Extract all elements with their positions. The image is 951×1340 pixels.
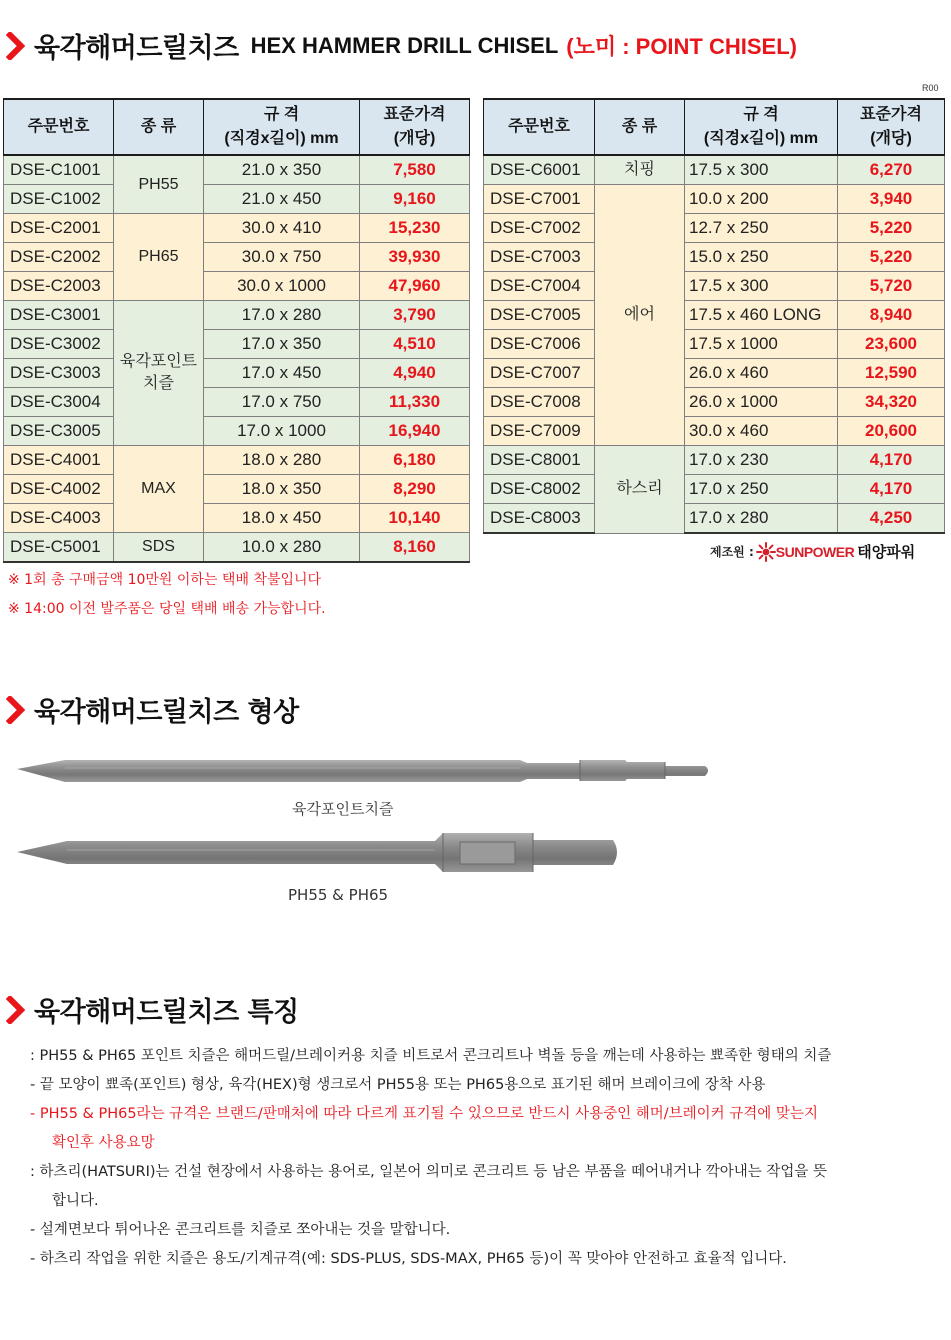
type-cell: SDS — [114, 533, 204, 563]
feature-line-4: 확인후 사용요망 — [52, 1135, 155, 1151]
spec-cell: 12.7 x 250 — [685, 214, 838, 243]
spec-cell: 26.0 x 1000 — [685, 388, 838, 417]
price-table-left — [3, 98, 470, 563]
spec-cell: 17.5 x 300 — [685, 155, 838, 185]
order-code-cell: DSE-C8002 — [484, 475, 595, 504]
chevron-right-icon — [6, 32, 28, 60]
price-cell: 4,170 — [838, 446, 945, 475]
chevron-right-icon — [6, 696, 28, 724]
price-cell: 4,940 — [360, 359, 470, 388]
order-code-cell: DSE-C7009 — [484, 417, 595, 446]
type-cell: 육각포인트 치즐 — [114, 301, 204, 446]
spec-cell: 17.0 x 1000 — [204, 417, 360, 446]
price-cell: 15,230 — [360, 214, 470, 243]
table-row — [4, 330, 470, 359]
shipping-note: ※ 1회 총 구매금액 10만원 이하는 택배 착불입니다 — [8, 572, 322, 588]
spec-cell: 26.0 x 460 — [685, 359, 838, 388]
order-code-cell: DSE-C2001 — [4, 214, 114, 243]
feature-line-6: 합니다. — [52, 1193, 99, 1209]
feature-section-title: 육각해머드릴치즈 특징 — [6, 990, 299, 1029]
order-code-cell: DSE-C7008 — [484, 388, 595, 417]
col-header-spec: 규 격 (직경x길이) mm — [204, 99, 360, 155]
price-table-right — [483, 98, 945, 534]
spec-cell: 21.0 x 350 — [204, 155, 360, 185]
spec-cell: 18.0 x 350 — [204, 475, 360, 504]
table-row — [4, 475, 470, 504]
spec-cell: 17.0 x 280 — [204, 301, 360, 330]
price-cell: 6,180 — [360, 446, 470, 475]
price-cell: 39,930 — [360, 243, 470, 272]
price-cell: 47,960 — [360, 272, 470, 301]
feature-line-5: : 하츠리(HATSURI)는 건설 현장에서 사용하는 용어로, 일본어 의미로 콘크리트 등 남은 부품을 떼어내거나 깍아내는 작업을 뜻 — [30, 1164, 827, 1180]
table-row — [484, 243, 945, 272]
order-code-cell: DSE-C7001 — [484, 185, 595, 214]
spec-cell: 17.0 x 450 — [204, 359, 360, 388]
table-row — [484, 330, 945, 359]
table-row — [4, 185, 470, 214]
order-code-cell: DSE-C8003 — [484, 504, 595, 534]
table-header-row — [4, 99, 470, 155]
dispatch-note: ※ 14:00 이전 발주품은 당일 택배 배송 가능합니다. — [8, 601, 326, 617]
col-header-type: 종 류 — [114, 99, 204, 155]
shape-section-title: 육각해머드릴치즈 형상 — [6, 690, 299, 729]
table-row — [4, 504, 470, 533]
feature-line-1: : PH55 & PH65 포인트 치즐은 해머드릴/브레이커용 치즐 비트로서 콘크리트나 벽돌 등을 깨는데 사용하는 뾰족한 형태의 치즐 — [30, 1048, 832, 1064]
price-cell: 34,320 — [838, 388, 945, 417]
main-title — [6, 26, 797, 65]
feature-line-7: - 설계면보다 튀어나온 콘크리트를 치즐로 쪼아내는 것을 말합니다. — [30, 1222, 451, 1238]
price-cell: 20,600 — [838, 417, 945, 446]
type-cell: PH65 — [114, 214, 204, 301]
sun-logo-icon — [756, 542, 776, 562]
price-cell: 5,220 — [838, 243, 945, 272]
spec-cell: 17.5 x 460 LONG — [685, 301, 838, 330]
table-row — [4, 155, 470, 185]
table-row — [484, 388, 945, 417]
order-code-cell: DSE-C1002 — [4, 185, 114, 214]
price-cell: 5,220 — [838, 214, 945, 243]
type-cell: 에어 — [595, 185, 685, 446]
order-code-cell: DSE-C3005 — [4, 417, 114, 446]
table-row — [4, 533, 470, 563]
price-cell: 10,140 — [360, 504, 470, 533]
col-header-price: 표준가격 (개당) — [838, 99, 945, 155]
order-code-cell: DSE-C5001 — [4, 533, 114, 563]
caption-ph55-ph65: PH55 & PH65 — [288, 886, 389, 904]
price-cell: 23,600 — [838, 330, 945, 359]
spec-cell: 17.0 x 250 — [685, 475, 838, 504]
spec-cell: 30.0 x 410 — [204, 214, 360, 243]
feature-line-2: - 끝 모양이 뾰족(포인트) 형상, 육각(HEX)형 생크로서 PH55용 또는 PH65용으로 표기된 해머 브레이크에 장착 사용 — [30, 1077, 766, 1093]
order-code-cell: DSE-C2003 — [4, 272, 114, 301]
price-cell: 4,510 — [360, 330, 470, 359]
spec-cell: 15.0 x 250 — [685, 243, 838, 272]
table-row — [4, 446, 470, 475]
title-ko: 육각해머드릴치즈 — [34, 33, 239, 64]
col-header-code: 주문번호 — [484, 99, 595, 155]
hex-point-chisel-image — [15, 752, 715, 792]
table-header-row — [484, 99, 945, 155]
table-row — [484, 417, 945, 446]
table-row — [484, 185, 945, 214]
col-header-spec: 규 격 (직경x길이) mm — [685, 99, 838, 155]
table-row — [484, 214, 945, 243]
order-code-cell: DSE-C7005 — [484, 301, 595, 330]
price-cell: 16,940 — [360, 417, 470, 446]
price-cell: 3,790 — [360, 301, 470, 330]
order-code-cell: DSE-C8001 — [484, 446, 595, 475]
table-row — [484, 272, 945, 301]
order-code-cell: DSE-C7007 — [484, 359, 595, 388]
price-cell: 8,160 — [360, 533, 470, 563]
table-row — [4, 388, 470, 417]
table-row — [4, 301, 470, 330]
table-row — [484, 504, 945, 534]
caption-hex-point-chisel: 육각포인트치즐 — [292, 800, 394, 818]
feature-line-8: - 하츠리 작업을 위한 치즐은 용도/기계규격(예: SDS-PLUS, SDS-MAX, PH65 등)이 꼭 맞아야 안전하고 효율적 입니다. — [30, 1251, 787, 1267]
spec-cell: 17.0 x 280 — [685, 504, 838, 534]
table-row — [4, 359, 470, 388]
maker-brand-ko: 태양파워 — [857, 543, 916, 561]
price-cell: 11,330 — [360, 388, 470, 417]
price-cell: 3,940 — [838, 185, 945, 214]
order-code-cell: DSE-C7006 — [484, 330, 595, 359]
price-cell: 4,170 — [838, 475, 945, 504]
table-row — [4, 417, 470, 446]
table-row — [484, 446, 945, 475]
maker-info — [710, 541, 915, 562]
col-header-price: 표준가격 (개당) — [360, 99, 470, 155]
title-en: HEX HAMMER DRILL CHISEL — [250, 32, 559, 58]
spec-cell: 17.0 x 750 — [204, 388, 360, 417]
spec-cell: 17.0 x 350 — [204, 330, 360, 359]
ph55-ph65-chisel-image — [15, 828, 635, 878]
maker-label: 제조원 : — [710, 545, 754, 559]
table-row — [484, 475, 945, 504]
order-code-cell: DSE-C3004 — [4, 388, 114, 417]
spec-cell: 18.0 x 280 — [204, 446, 360, 475]
type-cell: 하스리 — [595, 446, 685, 534]
price-cell: 7,580 — [360, 155, 470, 185]
spec-cell: 17.5 x 1000 — [685, 330, 838, 359]
order-code-cell: DSE-C4001 — [4, 446, 114, 475]
type-cell: PH55 — [114, 155, 204, 214]
price-cell: 9,160 — [360, 185, 470, 214]
price-cell: 12,590 — [838, 359, 945, 388]
type-cell: MAX — [114, 446, 204, 533]
order-code-cell: DSE-C2002 — [4, 243, 114, 272]
table-row — [4, 214, 470, 243]
spec-cell: 30.0 x 750 — [204, 243, 360, 272]
spec-cell: 21.0 x 450 — [204, 185, 360, 214]
spec-cell: 17.5 x 300 — [685, 272, 838, 301]
spec-cell: 30.0 x 1000 — [204, 272, 360, 301]
spec-cell: 10.0 x 200 — [685, 185, 838, 214]
table-row — [484, 155, 945, 185]
price-cell: 8,290 — [360, 475, 470, 504]
maker-brand-en: SUNPOWER — [775, 543, 855, 560]
table-row — [484, 359, 945, 388]
order-code-cell: DSE-C3002 — [4, 330, 114, 359]
col-header-code: 주문번호 — [4, 99, 114, 155]
spec-cell: 17.0 x 230 — [685, 446, 838, 475]
title-sub: (노미 : POINT CHISEL) — [566, 34, 797, 59]
order-code-cell: DSE-C6001 — [484, 155, 595, 185]
price-cell: 8,940 — [838, 301, 945, 330]
chevron-right-icon — [6, 996, 28, 1024]
order-code-cell: DSE-C1001 — [4, 155, 114, 185]
revision-label: R00 — [922, 83, 939, 93]
table-row — [4, 272, 470, 301]
spec-cell: 18.0 x 450 — [204, 504, 360, 533]
order-code-cell: DSE-C7002 — [484, 214, 595, 243]
spec-cell: 10.0 x 280 — [204, 533, 360, 563]
order-code-cell: DSE-C7003 — [484, 243, 595, 272]
price-cell: 5,720 — [838, 272, 945, 301]
table-row — [484, 301, 945, 330]
price-cell: 6,270 — [838, 155, 945, 185]
spec-cell: 30.0 x 460 — [685, 417, 838, 446]
order-code-cell: DSE-C3003 — [4, 359, 114, 388]
price-cell: 4,250 — [838, 504, 945, 534]
type-cell: 치핑 — [595, 155, 685, 185]
table-row — [4, 243, 470, 272]
order-code-cell: DSE-C4002 — [4, 475, 114, 504]
order-code-cell: DSE-C4003 — [4, 504, 114, 533]
feature-line-3: - PH55 & PH65라는 규격은 브랜드/판매처에 따라 다르게 표기될 수 있으므로 반드시 사용중인 해머/브레이커 규격에 맞는지 — [30, 1106, 818, 1122]
col-header-type: 종 류 — [595, 99, 685, 155]
order-code-cell: DSE-C3001 — [4, 301, 114, 330]
order-code-cell: DSE-C7004 — [484, 272, 595, 301]
